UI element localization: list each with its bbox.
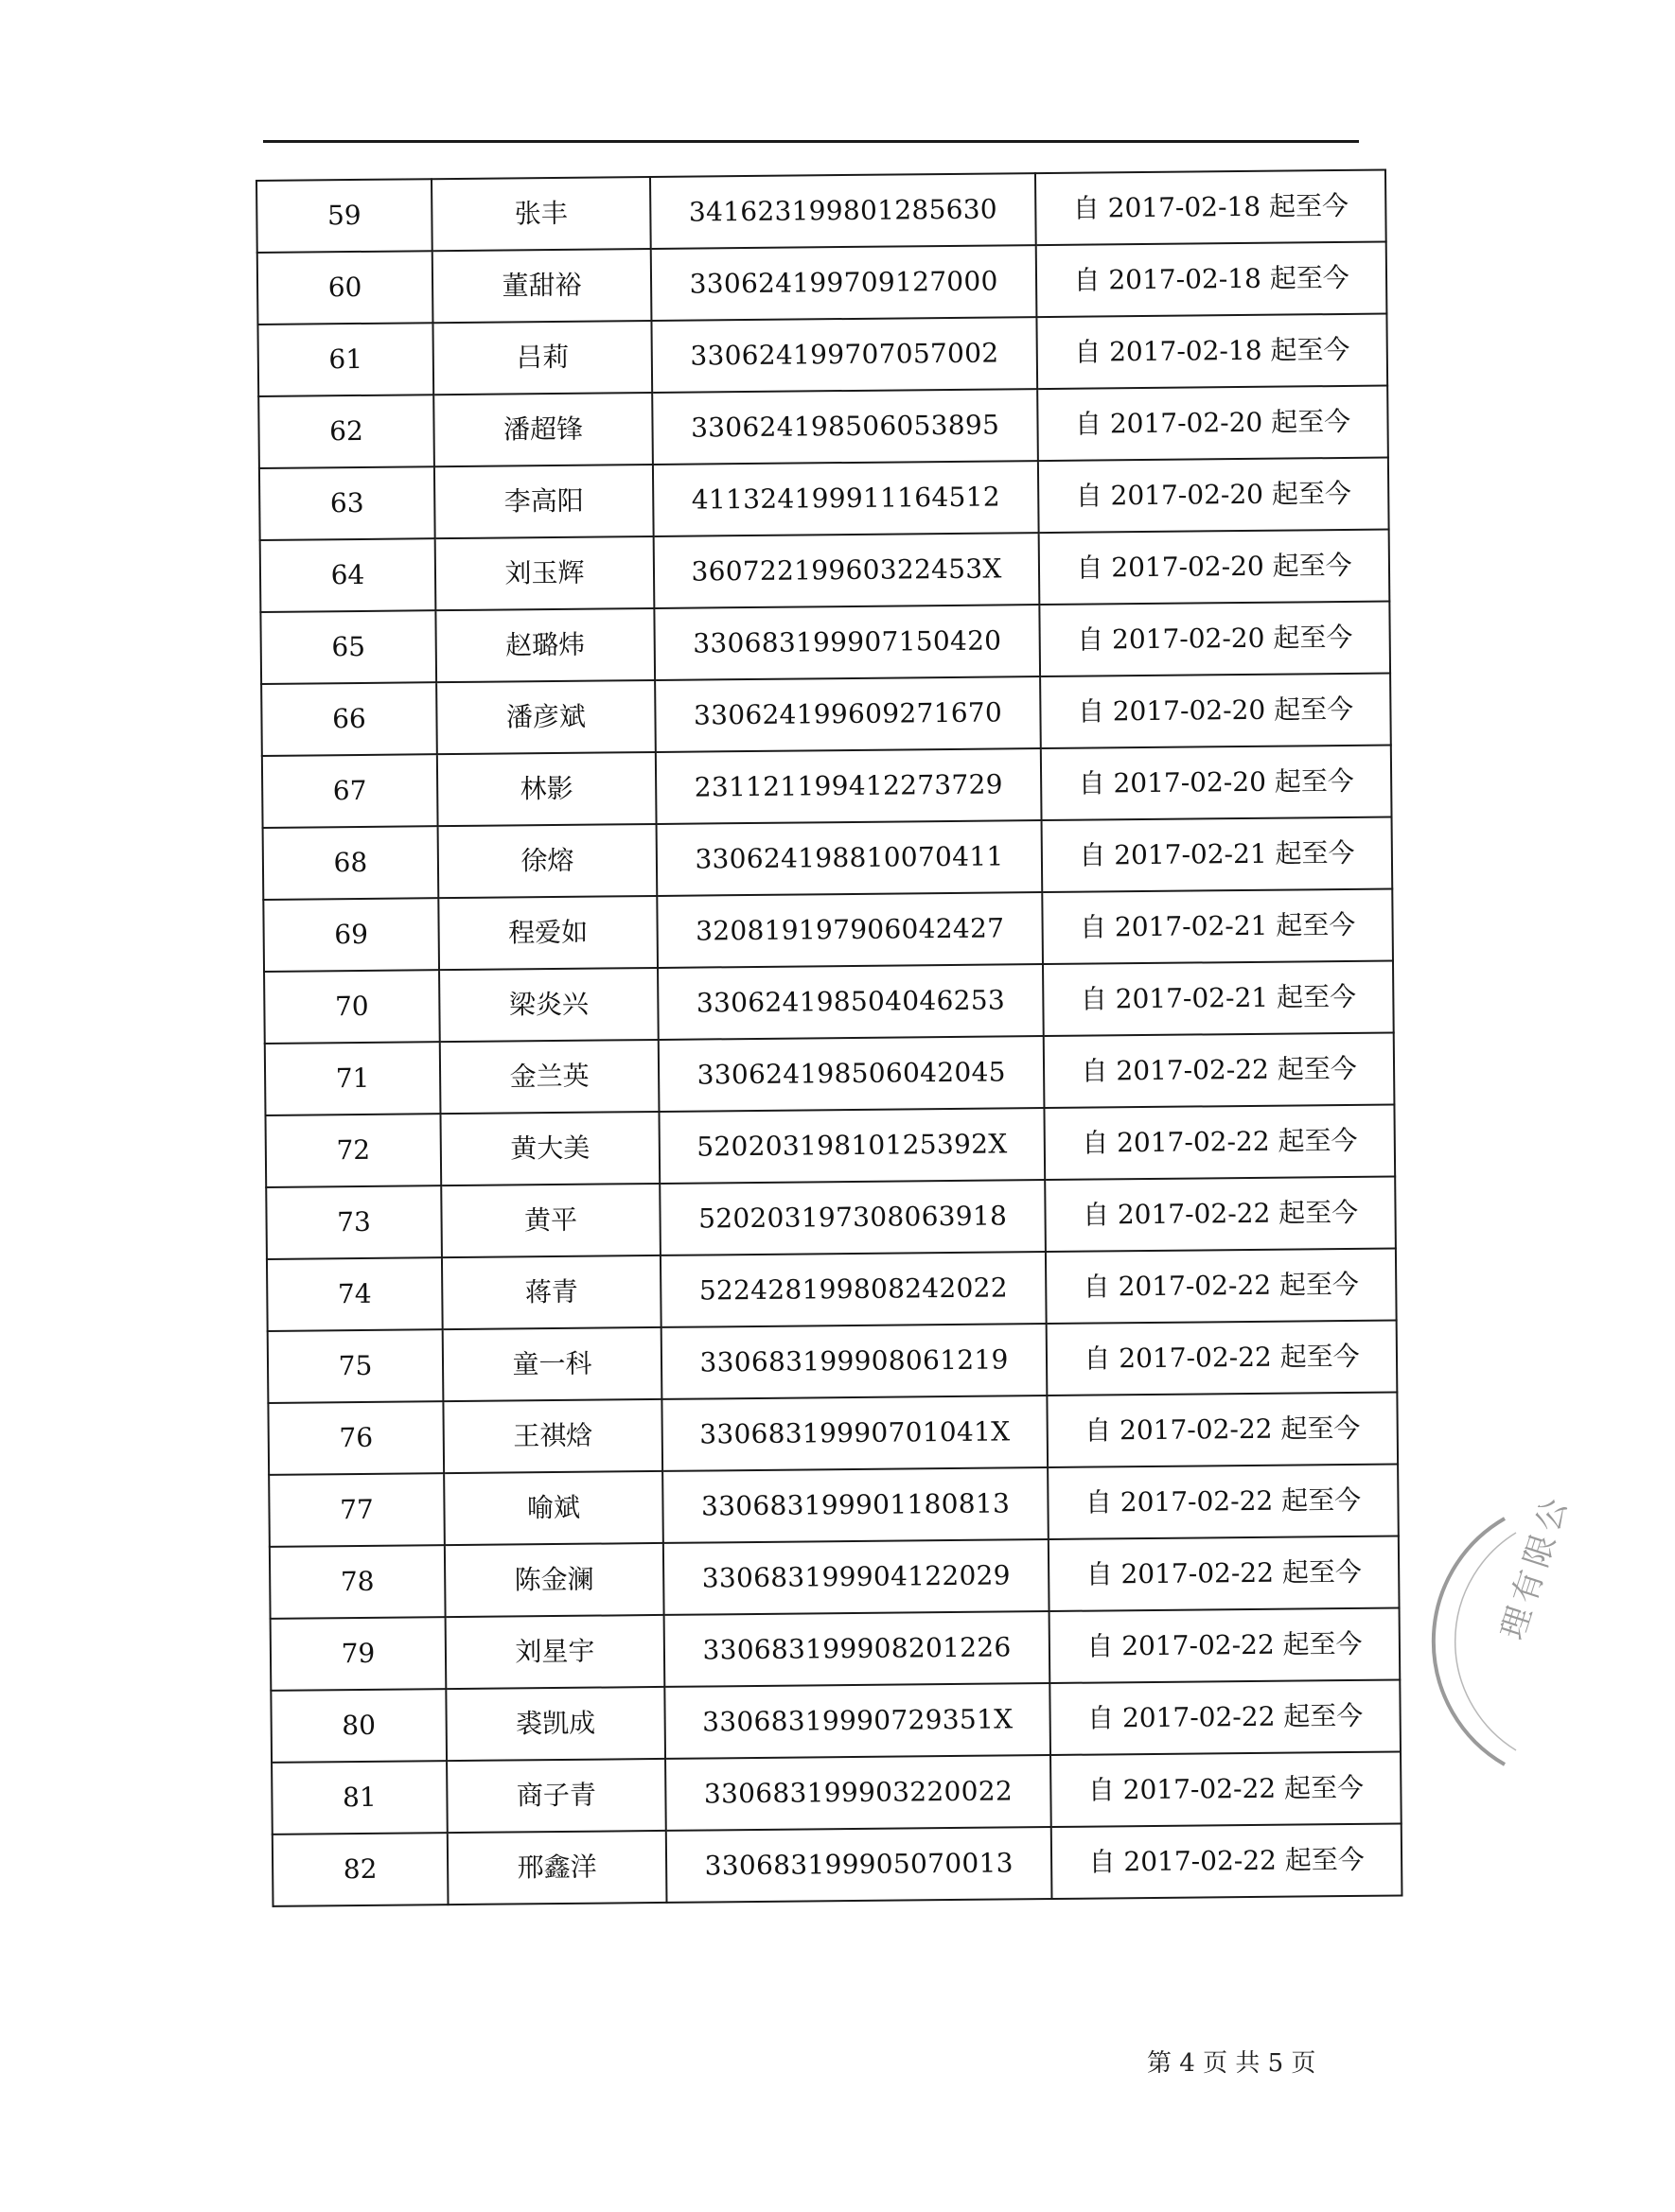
row-number-cell: 81 (272, 1761, 448, 1835)
name-cell: 金兰英 (440, 1040, 660, 1114)
period-cell: 自 2017-02-22 起至今 (1047, 1320, 1398, 1396)
id-number-cell: 231121199412273729 (656, 748, 1042, 824)
table-row (262, 746, 1392, 828)
name-cell: 梁炎兴 (439, 968, 659, 1042)
id-number-cell: 330683199905070013 (666, 1827, 1052, 1903)
roster-table-body (256, 170, 1402, 1906)
row-number-cell: 80 (271, 1689, 447, 1763)
name-cell: 董甜裕 (432, 249, 652, 323)
table-row (271, 1607, 1401, 1690)
row-number-cell: 77 (269, 1473, 445, 1547)
period-cell: 自 2017-02-21 起至今 (1043, 961, 1394, 1037)
name-cell: 程爱如 (438, 896, 658, 970)
id-number-cell: 330624198506053895 (652, 389, 1038, 465)
id-number-cell: 330683199908061219 (661, 1324, 1048, 1399)
table-row (260, 602, 1390, 684)
period-cell: 自 2017-02-20 起至今 (1038, 458, 1389, 534)
id-number-cell: 330624198504046253 (658, 964, 1044, 1040)
id-number-cell: 330683199903220022 (665, 1755, 1051, 1831)
row-number-cell: 73 (266, 1185, 442, 1259)
table-row (256, 170, 1386, 253)
id-number-cell: 330683199908201226 (664, 1611, 1050, 1687)
period-cell: 自 2017-02-22 起至今 (1049, 1679, 1401, 1755)
table-row (263, 817, 1393, 900)
name-cell: 蒋青 (442, 1255, 661, 1329)
period-cell: 自 2017-02-18 起至今 (1037, 314, 1388, 390)
table-row (260, 530, 1390, 612)
period-cell: 自 2017-02-22 起至今 (1044, 1032, 1395, 1108)
table-row (266, 1176, 1396, 1258)
seal-inner-ring (1455, 1533, 1516, 1750)
id-number-cell: 330683199904122029 (663, 1539, 1049, 1615)
name-cell: 童一科 (443, 1327, 662, 1401)
id-number-cell: 330624198506042045 (659, 1036, 1045, 1112)
period-cell: 自 2017-02-22 起至今 (1050, 1751, 1402, 1827)
table-row (270, 1536, 1400, 1618)
table-row (268, 1320, 1398, 1402)
table-row (263, 889, 1393, 972)
period-cell: 自 2017-02-20 起至今 (1041, 746, 1392, 821)
period-cell: 自 2017-02-20 起至今 (1039, 530, 1390, 606)
row-number-cell: 65 (260, 610, 436, 684)
period-cell: 自 2017-02-22 起至今 (1049, 1536, 1400, 1611)
header-rule (263, 140, 1359, 143)
id-number-cell: 522428199808242022 (661, 1252, 1047, 1327)
name-cell: 张丰 (432, 177, 651, 251)
name-cell: 潘彦斌 (436, 680, 656, 754)
table-row (267, 1248, 1397, 1330)
name-cell: 喻斌 (444, 1471, 663, 1545)
period-cell: 自 2017-02-20 起至今 (1037, 386, 1388, 462)
row-number-cell: 74 (267, 1257, 443, 1331)
period-cell: 自 2017-02-18 起至今 (1035, 170, 1386, 246)
name-cell: 吕莉 (432, 321, 652, 395)
period-cell: 自 2017-02-21 起至今 (1042, 889, 1393, 965)
row-number-cell: 61 (257, 323, 433, 396)
name-cell: 黄平 (441, 1184, 661, 1257)
table-row (264, 961, 1394, 1044)
id-number-cell: 33068319990701041X (661, 1396, 1048, 1471)
id-number-cell: 330683199901180813 (662, 1467, 1049, 1543)
row-number-cell: 79 (271, 1617, 447, 1691)
row-number-cell: 76 (268, 1401, 444, 1475)
table-row (257, 314, 1387, 396)
employee-roster-table (256, 169, 1402, 1907)
row-number-cell: 63 (259, 466, 435, 540)
name-cell: 林影 (437, 752, 657, 826)
period-cell: 自 2017-02-22 起至今 (1049, 1607, 1401, 1683)
id-number-cell: 330624198810070411 (657, 820, 1043, 896)
period-cell: 自 2017-02-20 起至今 (1040, 674, 1391, 749)
period-cell: 自 2017-02-20 起至今 (1039, 602, 1390, 677)
id-number-cell: 330624199609271670 (655, 676, 1041, 752)
period-cell: 自 2017-02-21 起至今 (1042, 817, 1393, 893)
id-number-cell: 320819197906042427 (657, 892, 1043, 968)
row-number-cell: 71 (265, 1042, 441, 1115)
table-row (265, 1104, 1395, 1186)
row-number-cell: 67 (262, 754, 438, 828)
period-cell: 自 2017-02-22 起至今 (1051, 1823, 1402, 1899)
row-number-cell: 66 (261, 682, 437, 756)
seal-stamp-fragment (1467, 1488, 1675, 1783)
name-cell: 邢鑫洋 (448, 1831, 667, 1905)
id-number-cell: 33068319990729351X (664, 1683, 1050, 1759)
table-row (272, 1751, 1402, 1834)
seal-outer-ring (1434, 1519, 1505, 1764)
period-cell: 自 2017-02-22 起至今 (1045, 1176, 1396, 1252)
row-number-cell: 60 (257, 251, 433, 325)
name-cell: 黄大美 (440, 1112, 660, 1185)
table-row (257, 242, 1387, 325)
name-cell: 刘星宇 (446, 1615, 665, 1689)
name-cell: 潘超锋 (433, 393, 653, 466)
table-row (265, 1032, 1395, 1115)
row-number-cell: 78 (270, 1545, 446, 1619)
name-cell: 王祺焓 (443, 1399, 662, 1473)
id-number-cell: 36072219960322453X (654, 533, 1040, 608)
table-row (268, 1392, 1398, 1474)
row-number-cell: 70 (264, 970, 440, 1044)
name-cell: 商子青 (447, 1759, 666, 1833)
table-row (259, 458, 1389, 540)
table-row (258, 386, 1388, 468)
row-number-cell: 62 (258, 395, 434, 468)
period-cell: 自 2017-02-22 起至今 (1047, 1392, 1398, 1467)
id-number-cell: 52020319810125392X (660, 1108, 1046, 1184)
id-number-cell: 520203197308063918 (660, 1180, 1046, 1255)
name-cell: 徐熔 (437, 824, 657, 898)
name-cell: 赵璐炜 (435, 608, 655, 682)
period-cell: 自 2017-02-22 起至今 (1046, 1248, 1397, 1324)
page-indicator: 第 4 页 共 5 页 (1147, 2049, 1316, 2078)
period-cell: 自 2017-02-22 起至今 (1048, 1464, 1399, 1539)
id-number-cell: 341623199801285630 (650, 173, 1036, 249)
id-number-cell: 330624199709127000 (651, 245, 1037, 321)
table-row (261, 674, 1391, 756)
row-number-cell: 82 (273, 1833, 449, 1906)
id-number-cell: 330683199907150420 (654, 605, 1040, 680)
period-cell: 自 2017-02-22 起至今 (1045, 1104, 1396, 1180)
period-cell: 自 2017-02-18 起至今 (1036, 242, 1387, 318)
seal-lettering: 理有限公 (1493, 1488, 1578, 1644)
id-number-cell: 330624199707057002 (652, 317, 1038, 393)
name-cell: 裘凯成 (446, 1687, 665, 1761)
table-row (271, 1679, 1401, 1762)
name-cell: 陈金澜 (445, 1543, 664, 1617)
id-number-cell: 411324199911164512 (653, 461, 1039, 536)
row-number-cell: 69 (263, 898, 439, 972)
name-cell: 李高阳 (434, 465, 654, 538)
table-row (273, 1823, 1402, 1905)
table-row (269, 1464, 1399, 1546)
row-number-cell: 59 (256, 179, 432, 253)
row-number-cell: 64 (260, 538, 436, 612)
row-number-cell: 68 (263, 826, 439, 900)
row-number-cell: 72 (265, 1114, 441, 1187)
name-cell: 刘玉辉 (435, 536, 655, 610)
row-number-cell: 75 (268, 1329, 444, 1403)
